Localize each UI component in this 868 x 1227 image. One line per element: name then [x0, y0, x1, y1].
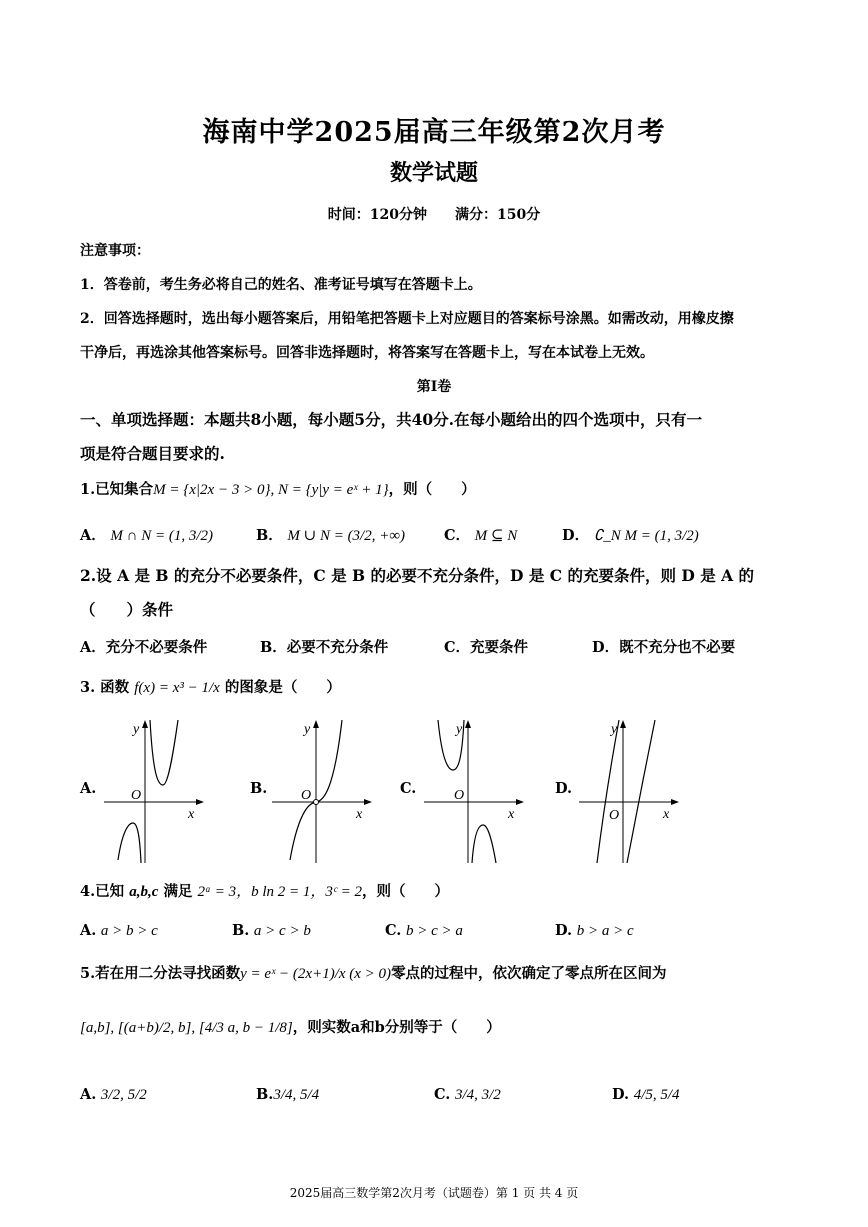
section-heading-line-2: 项是符合题目要求的.	[80, 444, 225, 463]
q3-graph-d-x-label: x	[663, 807, 670, 822]
q3-graph-a[interactable]	[100, 715, 210, 865]
option-expr: M ⊆ N	[474, 528, 518, 544]
q3-graph-d-y-label: y	[611, 722, 618, 737]
q3-function: f(x) = x³ − 1/x	[134, 680, 220, 696]
option-letter: D.	[555, 922, 573, 939]
q3-graph-c-y-label: y	[456, 722, 463, 737]
option-expr: a > b > c	[100, 923, 158, 939]
option-letter: C.	[385, 922, 402, 939]
option-expr: a > c > b	[253, 923, 311, 939]
notice-item-2-line-1: 2．回答选择题时，选出每小题答案后，用铅笔把答题卡上对应题目的答案标号涂黑。如需改动，用橡皮擦	[80, 311, 734, 327]
q3-graph-b-origin: O	[301, 788, 312, 803]
q5-intervals: [a,b], [(a+b)/2, b], [4/3 a, b − 1/8]	[80, 1020, 293, 1036]
option-expr: 3/4, 3/2	[454, 1087, 501, 1103]
q3-graph-c-x-label: x	[508, 807, 515, 822]
page-footer: 2025届高三数学第2次月考（试题卷）第 1 页 共 4 页	[289, 1186, 579, 1200]
q3-stem	[80, 676, 341, 697]
q1-option-b[interactable]	[256, 524, 405, 545]
q3-graph-a-y-label: y	[133, 722, 140, 737]
option-letter: A．	[80, 527, 106, 544]
q2-option-a[interactable]: A．充分不必要条件	[80, 639, 208, 656]
q2-option-d[interactable]: D．既不充分也不必要	[592, 639, 736, 656]
option-letter: D.	[612, 1086, 630, 1103]
section-heading-line-1: 一、单项选择题：本题共8小题，每小题5分，共40分.在每小题给出的四个选项中，只有一	[80, 410, 703, 429]
q5-stem-line-1	[80, 962, 667, 983]
option-letter: C.	[434, 1086, 451, 1103]
q5-option-c[interactable]	[434, 1086, 501, 1104]
option-expr: 4/5, 5/4	[633, 1087, 680, 1103]
q1-suffix: ，则（ ）	[388, 481, 476, 498]
q5-stem-line-2	[80, 1016, 501, 1037]
q1-option-c[interactable]	[444, 524, 517, 545]
notice-heading: 注意事项：	[80, 243, 150, 259]
q3-graph-a-origin: O	[131, 788, 142, 803]
option-expr: M ∩ N = (1, 3/2)	[110, 528, 213, 544]
q5-suffix: ，则实数a和b分别等于（ ）	[292, 1019, 501, 1036]
option-expr: 3/4, 5/4	[273, 1087, 320, 1103]
option-letter: D．	[562, 527, 590, 544]
option-letter: B．	[256, 527, 283, 544]
q3-graph-a-label: A.	[80, 780, 97, 797]
q1-option-d[interactable]	[562, 524, 699, 545]
q3-suffix: 的图象是（ ）	[224, 679, 341, 696]
option-expr: b > c > a	[405, 923, 463, 939]
q4-stem	[80, 880, 449, 901]
q3-graph-c-label: C.	[400, 780, 417, 797]
option-letter: A.	[80, 922, 97, 939]
q2-option-b[interactable]: B．必要不充分条件	[260, 639, 389, 656]
q3-graph-b[interactable]	[268, 715, 378, 865]
q4-option-b[interactable]	[232, 922, 311, 940]
q4-vars: a,b,c	[129, 884, 159, 900]
volume-label: 第Ⅰ卷	[416, 379, 452, 395]
exam-subtitle: 数学试题	[389, 160, 478, 186]
option-letter: B.	[232, 922, 250, 939]
q5-mid: 零点的过程中，依次确定了零点所在区间为	[391, 965, 667, 982]
q5-prefix: 5.若在用二分法寻找函数	[80, 965, 241, 982]
q3-graph-d-origin: O	[609, 808, 620, 823]
exam-title: 海南中学2025届高三年级第2次月考	[202, 117, 666, 148]
notice-item-2-line-2: 干净后，再选涂其他答案标号。回答非选择题时，将答案写在答题卡上，写在本试卷上无效。	[80, 345, 654, 361]
q4-prefix: 4.已知	[80, 883, 125, 900]
q1-sets: M = {x|2x − 3 > 0}, N = {y|y = eˣ + 1}	[153, 482, 389, 498]
q4-conditions: 2ᵃ = 3，b ln 2 = 1，3ᶜ = 2	[197, 884, 362, 900]
q3-graph-b-label: B.	[250, 780, 268, 797]
q3-graph-d[interactable]	[575, 715, 685, 865]
q4-option-c[interactable]	[385, 922, 463, 940]
exam-meta: 时间：120分钟 满分：150分	[327, 207, 541, 223]
q1-option-a[interactable]	[80, 524, 213, 545]
option-letter: B.	[256, 1086, 274, 1103]
q5-option-a[interactable]	[80, 1086, 147, 1104]
q4-suffix: ，则（ ）	[361, 883, 449, 900]
option-letter: A.	[80, 1086, 97, 1103]
option-expr: b > a > c	[576, 923, 634, 939]
q3-graph-c-origin: O	[454, 788, 465, 803]
q4-option-a[interactable]	[80, 922, 158, 940]
q3-graph-d-label: D.	[555, 780, 573, 797]
q4-option-d[interactable]	[555, 922, 634, 940]
q1-prefix: 1.已知集合	[80, 481, 154, 498]
q3-graph-a-x-label: x	[188, 807, 195, 822]
q5-function: y = eˣ − (2x+1)/x (x > 0)	[240, 966, 392, 982]
option-expr: ∁_N M = (1, 3/2)	[593, 528, 699, 544]
notice-item-1: 1．答卷前，考生务必将自己的姓名、准考证号填写在答题卡上。	[80, 277, 482, 293]
q5-option-b[interactable]	[256, 1086, 319, 1104]
q2-option-c[interactable]: C．充要条件	[444, 639, 529, 656]
q1-stem	[80, 478, 476, 499]
q5-option-d[interactable]	[612, 1086, 680, 1104]
option-expr: 3/2, 5/2	[100, 1087, 147, 1103]
option-letter: C．	[444, 527, 471, 544]
q3-graph-b-y-label: y	[304, 722, 311, 737]
q3-graph-c[interactable]	[420, 715, 530, 865]
q3-prefix: 3. 函数	[80, 679, 130, 696]
q3-graph-b-x-label: x	[356, 807, 363, 822]
q2-stem-line-1: 2.设 A 是 B 的充分不必要条件，C 是 B 的必要不充分条件，D 是 C 的充要条件，则 D 是 A 的	[80, 566, 755, 585]
option-expr: M ∪ N = (3/2, +∞)	[287, 528, 406, 544]
q2-stem-line-2: （ ）条件	[80, 600, 174, 619]
q4-mid: 满足	[163, 883, 193, 900]
